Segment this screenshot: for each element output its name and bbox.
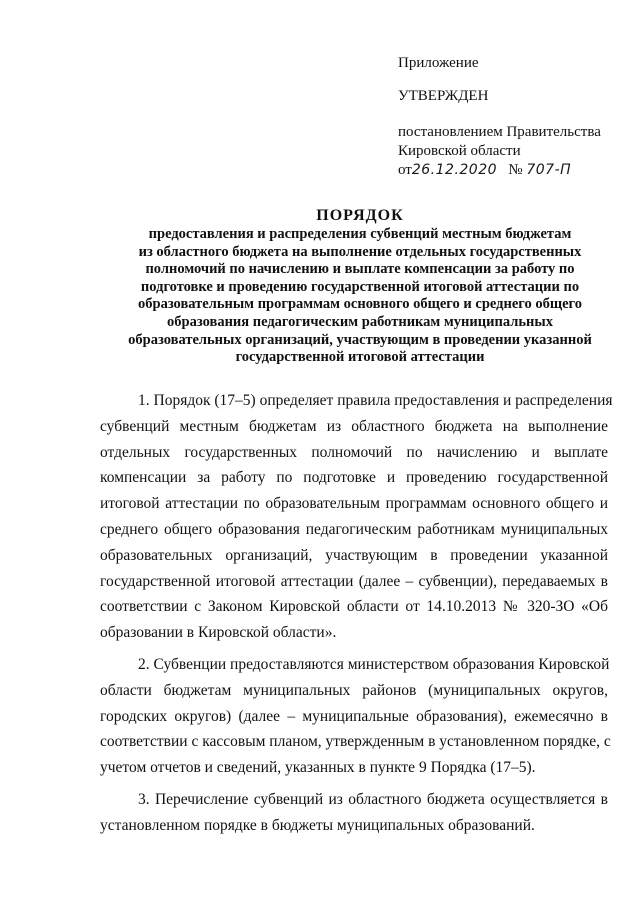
date-prefix: от [398, 162, 412, 178]
body-line: соответствии с кассовым планом, утвержденным в установленном порядке, с [100, 733, 611, 751]
paragraph-2 [100, 652, 611, 781]
body-line: итоговой аттестации по образовательным программам основного общего и [100, 495, 608, 513]
decree-line-1: постановлением Правительства [398, 124, 601, 140]
subtitle-line: из областного бюджета на выполнение отдельных государственных [138, 243, 582, 260]
appendix-label: Приложение [398, 55, 479, 71]
body-line: субвенций местным бюджетам из областного бюджета на выполнение [100, 417, 608, 435]
subtitle-line: образовательных организаций, участвующим в проведении указанной [128, 331, 592, 348]
subtitle-line: подготовке и проведению государственной итоговой аттестации по [140, 278, 580, 295]
decree-date-line [398, 161, 628, 180]
body-line: учетом отчетов и сведений, указанных в пункте 9 Порядка (17–5). [100, 759, 536, 777]
handwritten-date: 26.12.2020 [411, 162, 498, 178]
paragraph-3 [100, 787, 608, 839]
body-line: государственной итоговой аттестации (далее – субвенции), передаваемых в [100, 572, 608, 590]
body-line: установленном порядке в бюджеты муниципальных образований. [100, 816, 535, 834]
decree-line-2: Кировской области [398, 143, 521, 159]
body-line: 3. Перечисление субвенций из областного бюджета осуществляется в [138, 790, 608, 808]
body-line: компенсации за работу по подготовке и проведению государственной [100, 469, 608, 487]
body-line: городских округов) (далее – муниципальные образования), ежемесячно в [100, 707, 608, 725]
approval-block [398, 54, 628, 180]
subtitle-line: образовательным программам основного общего и среднего общего [138, 296, 582, 313]
subtitle-line: государственной итоговой аттестации [235, 349, 485, 366]
body-line: среднего общего образования педагогическим работникам муниципальных [100, 520, 608, 538]
document-title: ПОРЯДОК [316, 207, 404, 224]
document-subtitle [100, 226, 620, 367]
subtitle-line: полномочий по начислению и выплате компенсации за работу по [145, 261, 575, 278]
approved-label: УТВЕРЖДЕН [398, 88, 489, 104]
body-line: образовательных организаций, участвующим в проведении указанной [100, 546, 608, 564]
body-line: образовании в Кировской области». [100, 624, 337, 642]
body-line: соответствии с Законом Кировской области от 14.10.2013 № 320-ЗО «Об [100, 598, 608, 616]
body-line: 1. Порядок (17–5) определяет правила предоставления и распределения [138, 392, 613, 409]
body-line: области бюджетам муниципальных районов (муниципальных округов, [100, 681, 608, 699]
subtitle-line: предоставления и распределения субвенций местным бюджетам [148, 226, 572, 242]
body-line: 2. Субвенции предоставляются министерством образования Кировской [138, 655, 610, 673]
subtitle-line: образования педагогическим работникам муниципальных [167, 313, 553, 330]
document-body [100, 388, 613, 845]
handwritten-number: 707-П [526, 162, 572, 178]
body-line: отдельных государственных полномочий по начислению и выплате [100, 443, 608, 461]
number-prefix: № [508, 162, 523, 178]
paragraph-1 [100, 388, 613, 646]
document-title-block [100, 206, 620, 367]
